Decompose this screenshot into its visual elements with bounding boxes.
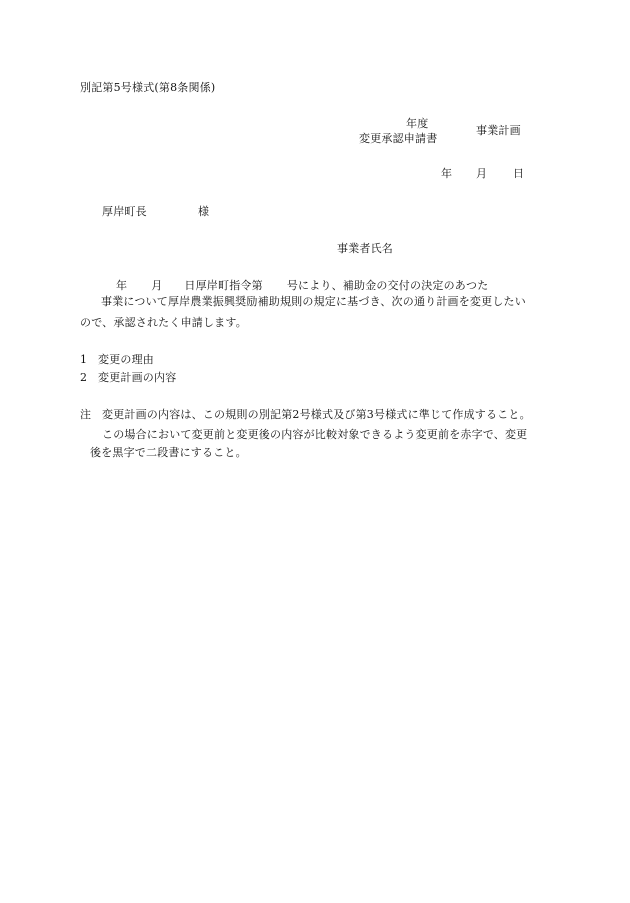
business-plan-label: 事業計画 [476,124,521,137]
note-line-2: この場合において変更前と変更後の内容が比較対象できるよう変更前を赤字で、変更 [102,428,528,441]
body-month: 月 [151,279,163,292]
body-year: 年 [116,279,128,292]
note-text-1: 変更計画の内容は、この規則の別記第2号様式及び第3号様式に準じて作成すること。 [102,408,531,421]
date-year-label: 年 [441,167,453,180]
list-item-number: 1 [80,353,88,366]
application-title: 変更承認申請書 [359,132,438,145]
body-line-2: 事業について厚岸農業振興奨励補助規則の規定に基づき、次の通り計画を変更したい [101,295,526,308]
note-mark: 注 [80,408,92,421]
applicant-name-label: 事業者氏名 [337,242,393,255]
note-line-1 [80,408,531,422]
body-day-ref: 日厚岸町指令第 [184,279,263,292]
list-item [80,353,154,367]
note-line-3: 後を黒字で二段書にすること。 [90,446,247,459]
body-line-3: ので、承認されたく申請します。 [80,316,247,329]
list-item [80,371,176,385]
body-line-1 [116,279,488,293]
addressee-name: 厚岸町長 [102,205,147,218]
list-item-text: 変更計画の内容 [98,371,177,384]
form-label: 別記第5号様式(第8条関係) [80,81,216,94]
list-item-number: 2 [80,371,88,384]
date-day-label: 日 [513,167,525,180]
date-month-label: 月 [476,167,488,180]
list-item-text: 変更の理由 [98,353,154,366]
fiscal-year-label: 年度 [406,117,429,130]
body-line-1-rest: 号により、補助金の交付の決定のあつた [286,279,489,292]
addressee-honorific: 様 [198,205,210,218]
